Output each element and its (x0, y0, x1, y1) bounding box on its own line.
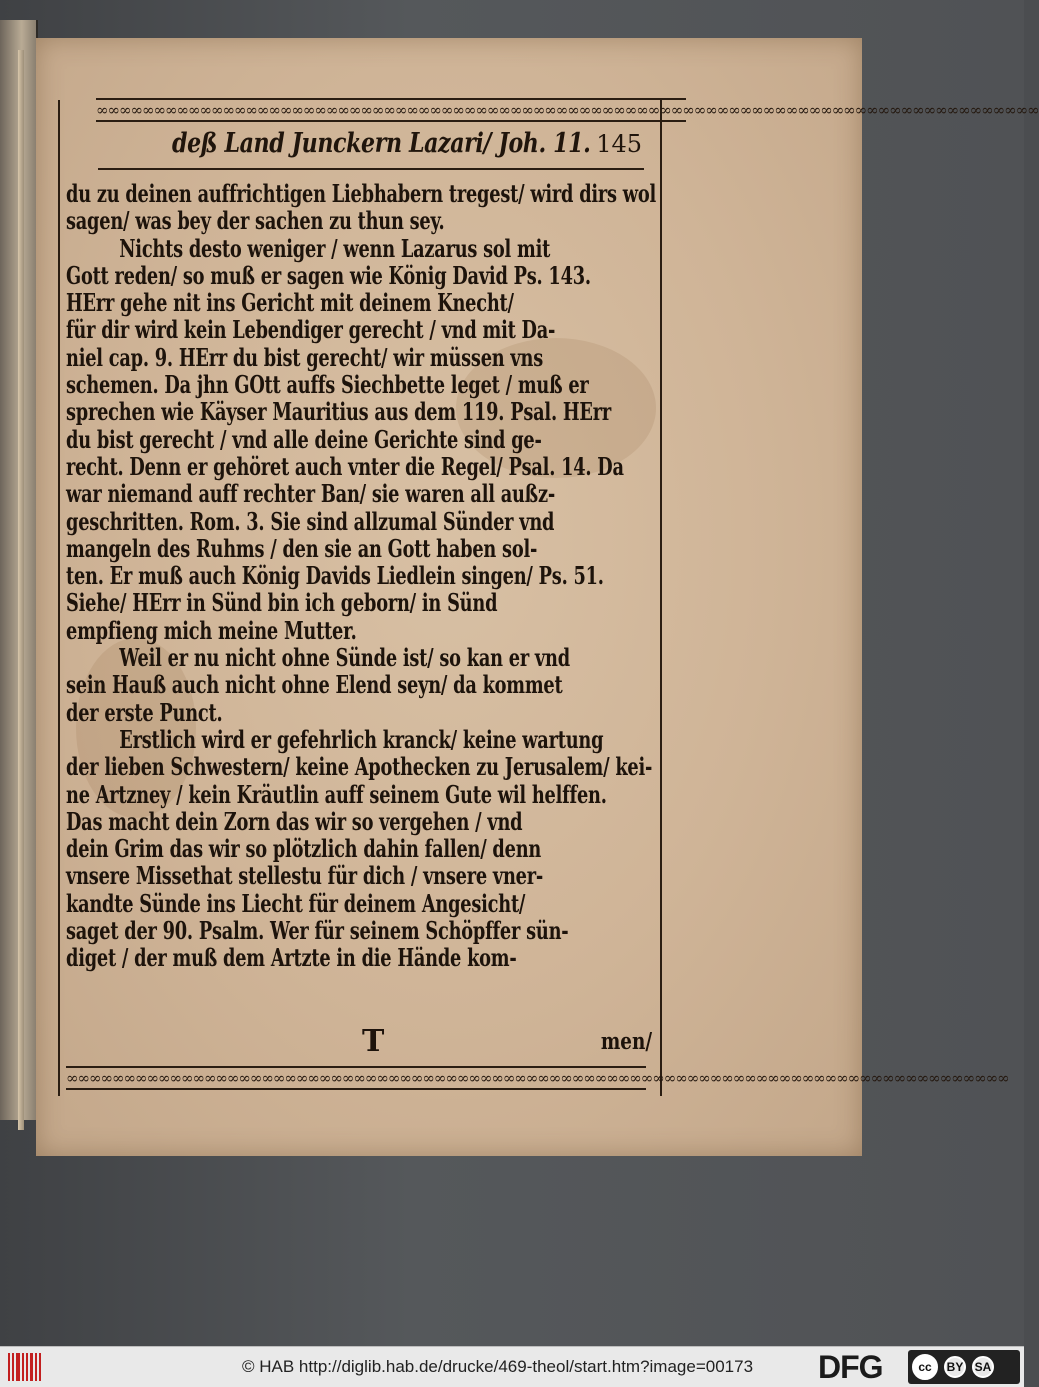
text-line: sein Hauß auch nicht ohne Elend seyn/ da kommet (66, 670, 563, 700)
catchword: men/ (600, 1028, 652, 1055)
text-line: HErr gehe nit ins Gericht mit deinem Knecht/ (66, 288, 514, 318)
share-alike-icon: SA (972, 1356, 994, 1378)
text-line: du zu deinen auffrichtigen Liebhabern tregest/ wird dirs wol (66, 179, 657, 208)
text-line: Nichts desto weniger / wenn Lazarus sol mit (119, 233, 551, 263)
body-text (66, 180, 656, 972)
text-line: du bist gerecht / vnd alle deine Gerichte sind ge- (66, 424, 542, 454)
text-line: mangeln des Ruhms / den sie an Gott haben sol- (66, 533, 538, 563)
text-line: Das macht dein Zorn das wir so vergehen / vnd (66, 806, 523, 836)
by-attribution-icon: BY (944, 1356, 966, 1378)
text-line: empfieng mich meine Mutter. (66, 615, 357, 645)
cc-license-badge[interactable] (908, 1350, 1020, 1384)
text-line: schemen. Da jhn GOtt auffs Siechbette leget / muß er (66, 370, 589, 400)
text-line: Erstlich wird er gefehrlich kranck/ keine wartung (119, 724, 604, 754)
text-line: für dir wird kein Lebendiger gerecht / vnd mit Da- (66, 315, 556, 345)
previous-page-leaf (18, 50, 24, 1130)
text-line: Weil er nu nicht ohne Sünde ist/ so kan er vnd (119, 643, 570, 673)
text-line: Gott reden/ so muß er sagen wie König David Ps. 143. (66, 260, 591, 290)
book-page (36, 38, 1039, 1156)
text-line: Siehe/ HErr in Sünd bin ich geborn/ in Sünd (66, 588, 498, 618)
cc-icon: cc (912, 1354, 938, 1380)
text-line: war niemand auff rechter Ban/ sie waren all außz- (66, 479, 555, 509)
footer-bar (0, 1346, 1024, 1387)
text-line: ne Artzney / kein Kräutlin auff seinem Gute wil helffen. (66, 779, 607, 809)
text-line: ten. Er muß auch König Davids Liedlein singen/ Ps. 51. (66, 561, 604, 591)
text-line: sagen/ was bey der sachen zu thun sey. (66, 206, 445, 236)
text-line: dein Grim das wir so plötzlich dahin fallen/ denn (66, 834, 542, 864)
dfg-logo[interactable]: DFG (818, 1349, 883, 1385)
text-line: kandte Sünde ins Liecht für deinem Angesicht/ (66, 888, 526, 918)
top-ornament-border: ∞∞∞∞∞∞∞∞∞∞∞∞∞∞∞∞∞∞∞∞∞∞∞∞∞∞∞∞∞∞∞∞∞∞∞∞∞∞∞∞∞∞∞∞∞∞∞∞∞∞∞∞∞∞∞∞∞∞∞∞∞∞∞∞∞∞∞∞∞∞∞∞∞∞∞∞∞∞∞∞∞∞ (96, 98, 686, 122)
signature-mark: T (362, 1024, 385, 1059)
text-line: vnsere Missethat stellestu für dich / vnsere vner- (66, 861, 544, 891)
hab-logo-icon[interactable] (8, 1353, 42, 1381)
text-line: diget / der muß dem Artzte in die Hände kom- (66, 943, 517, 973)
text-line: sprechen wie Käyser Mauritius aus dem 119. Psal. HErr (66, 397, 612, 427)
copyright-link[interactable]: © HAB http://diglib.hab.de/drucke/469-theol/start.htm?image=00173 (242, 1357, 754, 1376)
running-head (102, 126, 642, 162)
catchline (66, 1024, 656, 1059)
head-rule (98, 168, 644, 170)
text-line: der erste Punct. (66, 697, 223, 727)
text-line: der lieben Schwestern/ keine Apothecken zu Jerusalem/ kei- (66, 752, 653, 782)
text-line: niel cap. 9. HErr du bist gerecht/ wir müssen vns (66, 342, 543, 372)
bottom-ornament-border: ∞∞∞∞∞∞∞∞∞∞∞∞∞∞∞∞∞∞∞∞∞∞∞∞∞∞∞∞∞∞∞∞∞∞∞∞∞∞∞∞∞∞∞∞∞∞∞∞∞∞∞∞∞∞∞∞∞∞∞∞∞∞∞∞∞∞∞∞∞∞∞∞∞∞∞∞∞∞∞∞∞∞ (66, 1066, 646, 1090)
running-head-title: deß Land Junckern Lazari/ Joh. 11. (172, 128, 591, 159)
text-line: saget der 90. Psalm. Wer für seinem Schöpffer sün- (66, 916, 569, 946)
text-line: geschritten. Rom. 3. Sie sind allzumal Sünder vnd (66, 506, 555, 536)
previous-page-edge (0, 20, 38, 1120)
text-line: recht. Denn er gehöret auch vnter die Regel/ Psal. 14. Da (66, 451, 624, 481)
page-number: 145 (596, 130, 642, 158)
